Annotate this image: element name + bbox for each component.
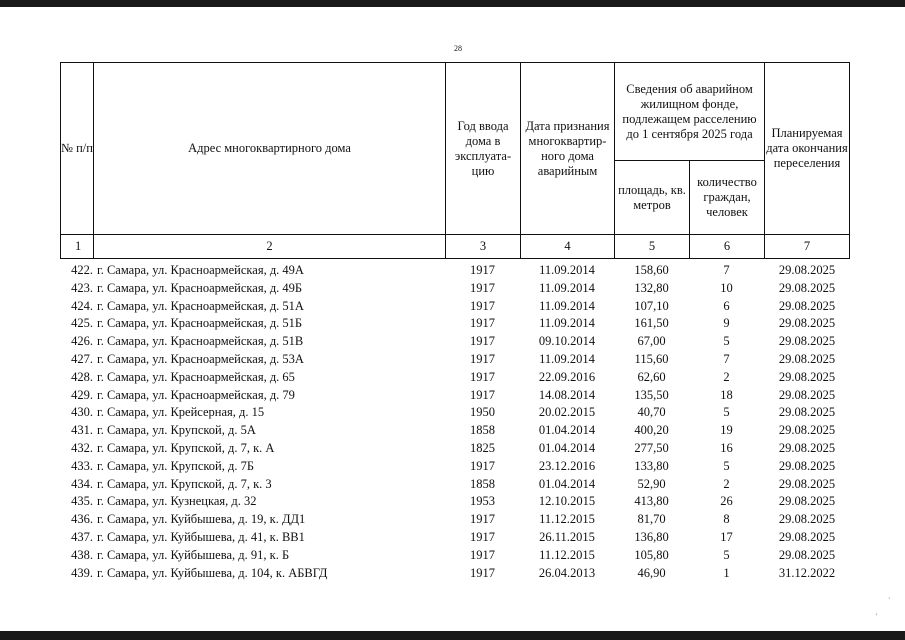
cell-num: 434. xyxy=(71,476,93,491)
cell-planned: 29.08.2025 xyxy=(778,369,836,384)
cell-planned: 29.08.2025 xyxy=(778,494,836,509)
cell-year: 1858 xyxy=(470,423,495,438)
cell-count: 2 xyxy=(723,369,730,384)
header-planned-date: Планируемая дата окончания переселения xyxy=(766,126,848,170)
cell-area: 115,60 xyxy=(634,352,669,366)
cell-area: 135,50 xyxy=(634,387,669,402)
cell-area: 132,80 xyxy=(634,280,669,295)
cell-num: 432. xyxy=(71,441,93,455)
cell-address: г. Самара, ул. Крупской, д. 5А xyxy=(97,423,256,438)
cell-date: 26.04.2013 xyxy=(538,565,596,580)
scan-mark: · xyxy=(888,594,891,603)
cell-area: 67,00 xyxy=(637,334,666,349)
cell-area: 62,60 xyxy=(637,369,666,384)
table-row xyxy=(60,458,850,475)
cell-num: 437. xyxy=(71,530,93,544)
cell-planned: 29.08.2025 xyxy=(778,476,836,491)
cell-address: г. Самара, ул. Красноармейская, д. 53А xyxy=(97,352,304,366)
cell-year: 1917 xyxy=(470,352,495,366)
cell-planned: 29.08.2025 xyxy=(778,298,836,313)
table-row xyxy=(60,369,850,386)
cell-count: 17 xyxy=(720,530,733,544)
table-row xyxy=(60,440,850,457)
cell-date: 11.09.2014 xyxy=(539,316,595,331)
cell-count: 19 xyxy=(720,423,733,438)
cell-num: 436. xyxy=(71,512,93,527)
cell-area: 107,10 xyxy=(634,298,669,313)
cell-num: 431. xyxy=(71,423,93,438)
cell-date: 01.04.2014 xyxy=(538,476,596,491)
cell-count: 6 xyxy=(723,298,730,313)
cell-planned: 29.08.2025 xyxy=(778,263,836,277)
cell-address: г. Самара, ул. Красноармейская, д. 51Б xyxy=(97,316,303,331)
cell-count: 5 xyxy=(723,547,730,562)
cell-num: 433. xyxy=(71,458,93,473)
cell-year: 1917 xyxy=(470,458,495,473)
bottom-scan-border xyxy=(0,631,905,640)
cell-count: 5 xyxy=(723,334,730,349)
cell-year: 1917 xyxy=(470,369,495,384)
cell-date: 23.12.2016 xyxy=(538,458,596,473)
header-area: площадь, кв. метров xyxy=(618,182,686,212)
cell-year: 1950 xyxy=(470,405,495,420)
table-row xyxy=(60,422,850,439)
cell-num: 430. xyxy=(71,405,93,420)
table-row xyxy=(60,529,850,546)
cell-num: 426. xyxy=(71,334,93,349)
cell-planned: 29.08.2025 xyxy=(778,441,836,455)
page-number: 28 xyxy=(454,44,462,53)
cell-year: 1858 xyxy=(470,476,495,491)
cell-date: 11.09.2014 xyxy=(539,298,595,313)
cell-date: 11.12.2015 xyxy=(539,512,595,527)
col-number-1: 1 xyxy=(75,239,82,253)
col-number-7: 7 xyxy=(803,239,811,253)
header-recognition-date: Дата признания многоквартир-ного дома аварийным xyxy=(525,118,610,178)
col-number-6: 6 xyxy=(723,239,731,253)
cell-count: 7 xyxy=(723,352,730,366)
table-row xyxy=(60,493,850,510)
cell-date: 01.04.2014 xyxy=(538,423,596,438)
cell-year: 1917 xyxy=(470,530,495,544)
cell-num: 439. xyxy=(71,565,93,580)
cell-address: г. Самара, ул. Кузнецкая, д. 32 xyxy=(97,494,257,509)
cell-count: 10 xyxy=(720,280,733,295)
cell-date: 12.10.2015 xyxy=(538,494,596,509)
cell-planned: 29.08.2025 xyxy=(778,458,836,473)
cell-num: 435. xyxy=(71,494,93,509)
cell-planned: 29.08.2025 xyxy=(778,280,836,295)
scan-mark: ' xyxy=(876,612,878,621)
cell-year: 1917 xyxy=(470,547,495,562)
cell-year: 1917 xyxy=(470,280,495,295)
cell-year: 1917 xyxy=(470,263,495,277)
cell-planned: 29.08.2025 xyxy=(778,405,836,420)
cell-address: г. Самара, ул. Крупской, д. 7Б xyxy=(97,458,255,473)
cell-planned: 29.08.2025 xyxy=(778,316,836,331)
cell-date: 20.02.2015 xyxy=(538,405,596,420)
cell-area: 413,80 xyxy=(634,494,669,509)
cell-date: 26.11.2015 xyxy=(539,530,595,544)
cell-area: 105,80 xyxy=(634,547,669,562)
cell-address: г. Самара, ул. Куйбышева, д. 19, к. ДД1 xyxy=(97,512,306,527)
table-row xyxy=(60,387,850,404)
table-row xyxy=(60,333,850,350)
header-address: Адрес многоквартирного дома xyxy=(188,141,351,155)
cell-date: 11.09.2014 xyxy=(539,280,595,295)
header-group: Сведения об аварийном жилищном фонде, подлежащем расселению до 1 сентября 2025 года xyxy=(622,81,757,141)
cell-planned: 29.08.2025 xyxy=(778,547,836,562)
cell-area: 158,60 xyxy=(634,263,669,277)
cell-year: 1917 xyxy=(470,298,495,313)
cell-year: 1953 xyxy=(470,494,495,509)
cell-planned: 31.12.2022 xyxy=(778,565,836,580)
cell-address: г. Самара, ул. Красноармейская, д. 49Б xyxy=(97,280,303,295)
cell-date: 14.08.2014 xyxy=(538,387,596,402)
cell-num: 438. xyxy=(71,547,93,562)
cell-planned: 29.08.2025 xyxy=(778,530,836,544)
table-row xyxy=(60,476,850,493)
col-number-5: 5 xyxy=(648,239,656,253)
cell-area: 277,50 xyxy=(634,441,669,455)
cell-num: 429. xyxy=(71,387,93,402)
cell-count: 7 xyxy=(723,263,730,277)
cell-date: 22.09.2016 xyxy=(538,369,596,384)
cell-address: г. Самара, ул. Крейсерная, д. 15 xyxy=(97,405,265,420)
cell-date: 11.09.2014 xyxy=(539,263,595,277)
cell-address: г. Самара, ул. Красноармейская, д. 49А xyxy=(97,263,304,277)
cell-count: 5 xyxy=(723,405,730,420)
table-row xyxy=(60,547,850,564)
cell-count: 5 xyxy=(723,458,730,473)
cell-num: 425. xyxy=(71,316,93,331)
cell-num: 422. xyxy=(71,263,93,277)
table-row xyxy=(60,315,850,332)
cell-planned: 29.08.2025 xyxy=(778,423,836,438)
top-scan-border xyxy=(0,0,905,7)
cell-area: 136,80 xyxy=(634,530,669,544)
cell-date: 01.04.2014 xyxy=(538,441,596,455)
col-number-3: 3 xyxy=(479,239,487,253)
table-row xyxy=(60,298,850,315)
header-num: № п/п xyxy=(61,141,93,155)
cell-address: г. Самара, ул. Куйбышева, д. 91, к. Б xyxy=(97,547,290,562)
cell-year: 1917 xyxy=(470,512,495,527)
cell-date: 11.09.2014 xyxy=(539,352,595,366)
cell-year: 1917 xyxy=(470,316,495,331)
cell-planned: 29.08.2025 xyxy=(778,387,836,402)
col-number-2: 2 xyxy=(266,239,273,253)
header-residents: количество граждан, человек xyxy=(697,175,757,219)
cell-planned: 29.08.2025 xyxy=(778,352,836,366)
cell-year: 1917 xyxy=(470,565,495,580)
cell-date: 09.10.2014 xyxy=(538,334,596,349)
cell-count: 2 xyxy=(723,476,730,491)
cell-area: 133,80 xyxy=(634,458,669,473)
cell-year: 1917 xyxy=(470,334,495,349)
cell-area: 40,70 xyxy=(637,405,666,420)
cell-count: 18 xyxy=(720,387,733,402)
cell-num: 427. xyxy=(71,352,93,366)
cell-count: 9 xyxy=(723,316,730,331)
cell-year: 1917 xyxy=(470,387,495,402)
cell-planned: 29.08.2025 xyxy=(778,512,836,527)
col-number-4: 4 xyxy=(564,239,571,253)
cell-address: г. Самара, ул. Красноармейская, д. 65 xyxy=(97,369,295,384)
cell-num: 428. xyxy=(71,369,93,384)
cell-year: 1825 xyxy=(470,441,495,455)
cell-address: г. Самара, ул. Крупской, д. 7, к. 3 xyxy=(97,476,272,491)
header-year: Год ввода дома в эксплуата-цию xyxy=(454,118,512,178)
cell-count: 1 xyxy=(723,565,730,580)
table-row xyxy=(60,404,850,421)
table-row xyxy=(60,511,850,528)
cell-area: 400,20 xyxy=(634,423,669,438)
cell-count: 26 xyxy=(720,494,733,509)
table-row xyxy=(60,280,850,297)
cell-date: 11.12.2015 xyxy=(539,547,595,562)
cell-address: г. Самара, ул. Красноармейская, д. 79 xyxy=(97,387,295,402)
cell-area: 46,90 xyxy=(637,565,666,580)
cell-area: 161,50 xyxy=(634,316,669,331)
cell-area: 52,90 xyxy=(637,476,666,491)
table-row xyxy=(60,262,850,279)
cell-address: г. Самара, ул. Красноармейская, д. 51А xyxy=(97,298,304,313)
cell-count: 16 xyxy=(720,441,733,455)
cell-area: 81,70 xyxy=(637,512,666,527)
cell-count: 8 xyxy=(723,512,730,527)
cell-address: г. Самара, ул. Куйбышева, д. 41, к. ВВ1 xyxy=(97,530,305,544)
cell-num: 423. xyxy=(71,280,93,295)
cell-planned: 29.08.2025 xyxy=(778,334,836,349)
cell-address: г. Самара, ул. Куйбышева, д. 104, к. АБВГД xyxy=(97,565,328,580)
table-header xyxy=(60,62,850,259)
cell-address: г. Самара, ул. Красноармейская, д. 51В xyxy=(97,334,304,349)
table-row xyxy=(60,565,850,582)
table-row xyxy=(60,351,850,368)
cell-num: 424. xyxy=(71,298,93,313)
cell-address: г. Самара, ул. Крупской, д. 7, к. А xyxy=(97,441,275,455)
